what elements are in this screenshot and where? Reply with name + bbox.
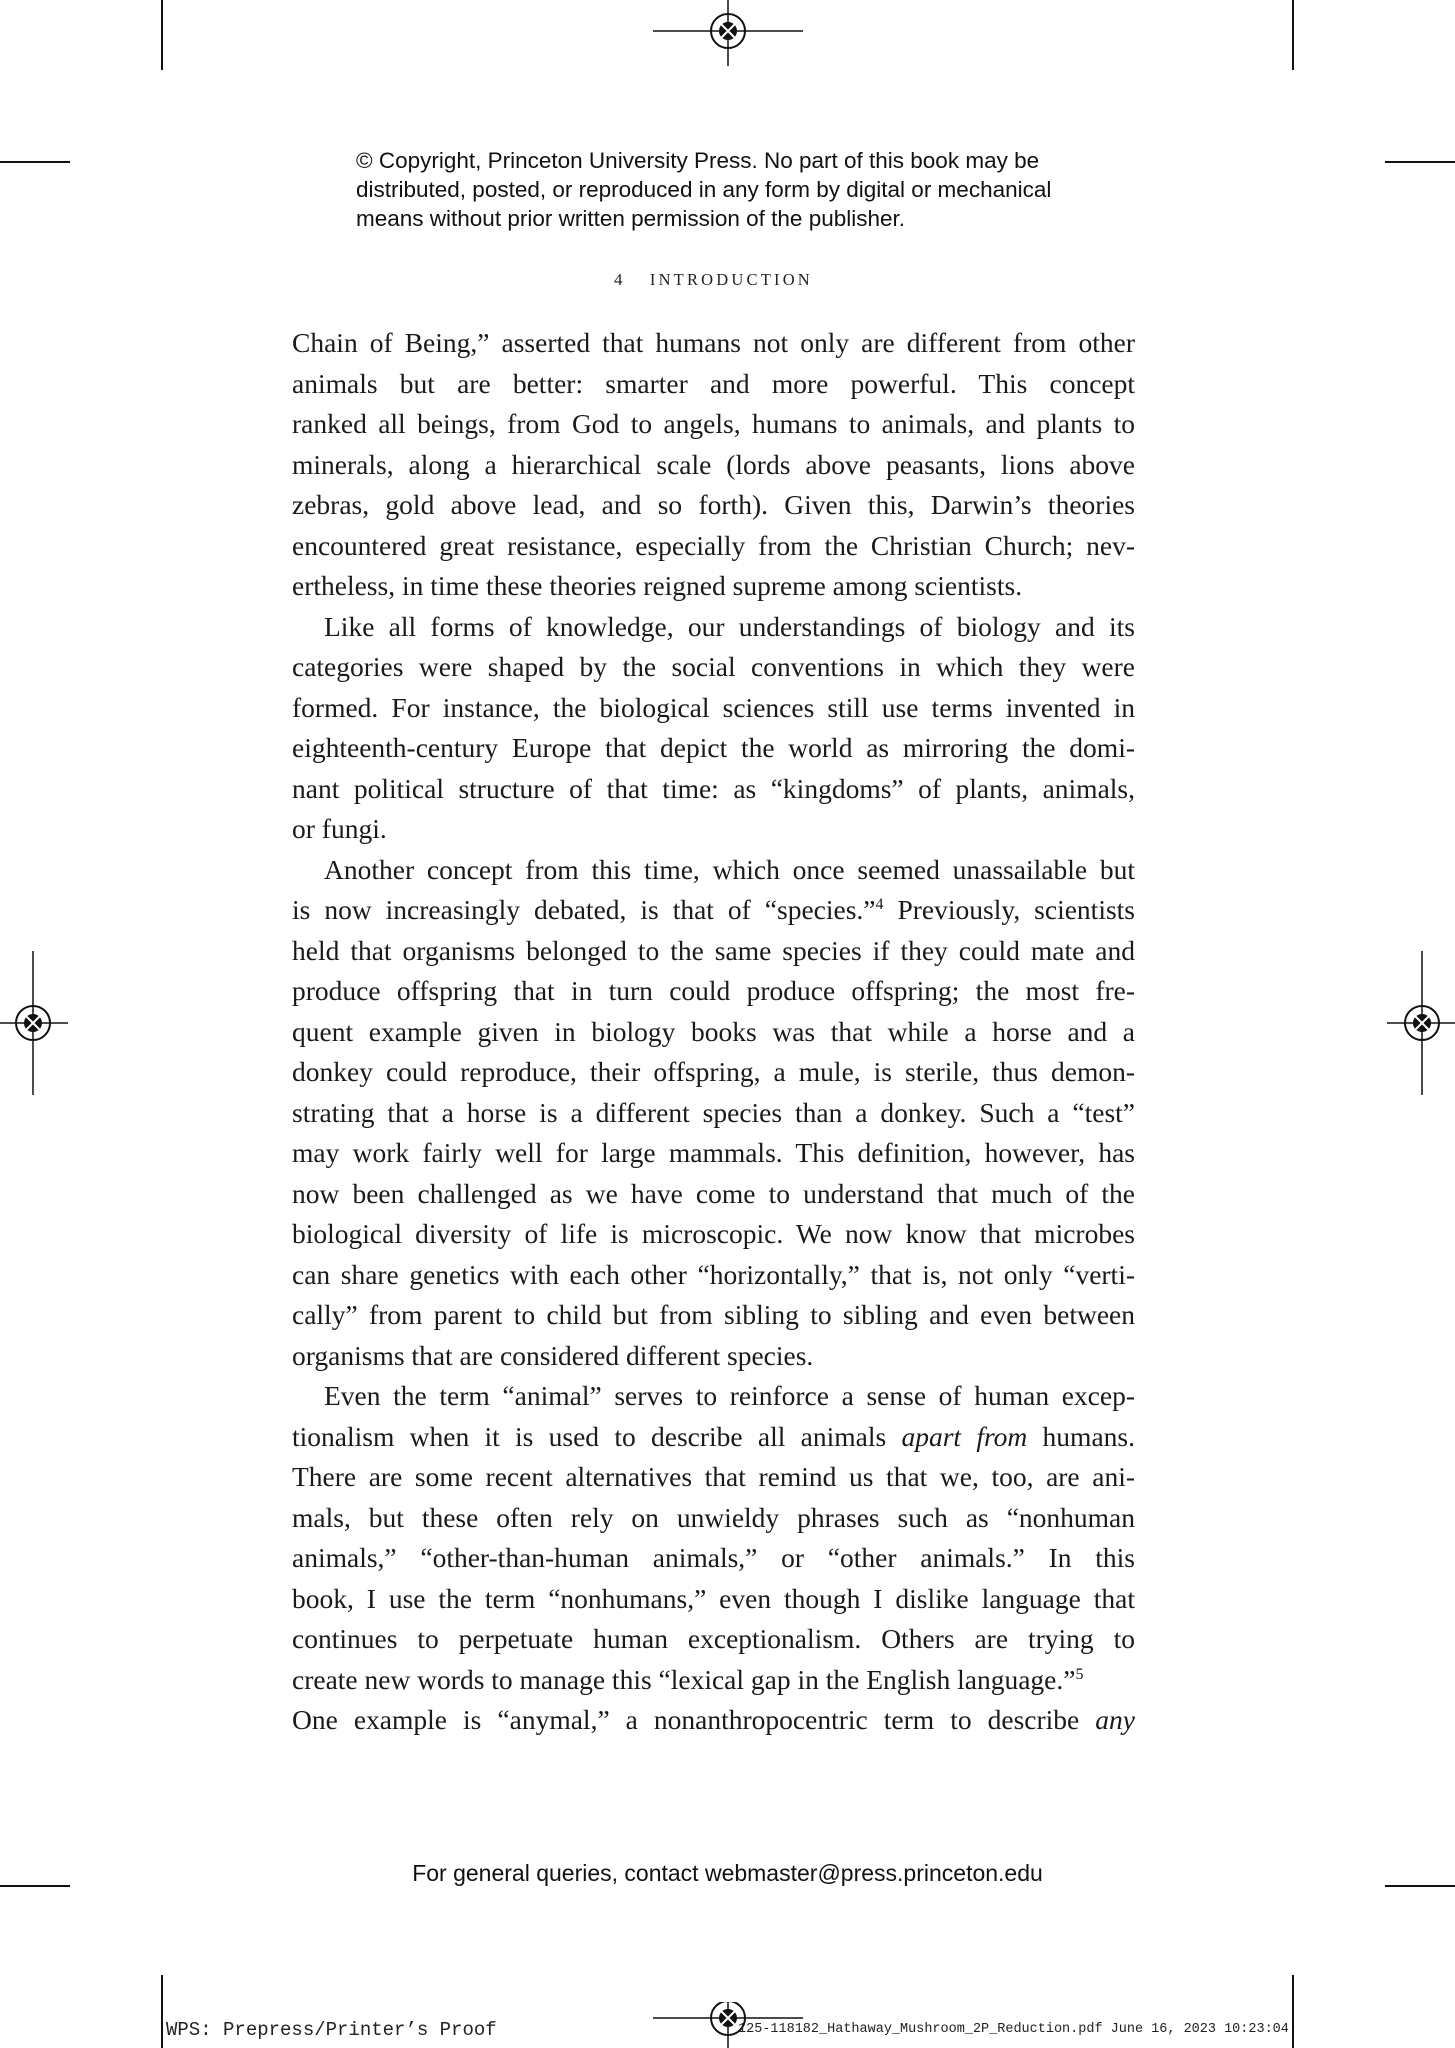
copyright-line: distributed, posted, or reproduced in any form by digital or mechanical [356, 177, 1052, 202]
page-number: 4 [614, 270, 623, 289]
text-segment: Previously, scientists [883, 894, 1136, 925]
text-line: continues to perpetuate human exceptionalism. Others are trying to [292, 1623, 1135, 1654]
emphasis-text: apart from [901, 1420, 1028, 1452]
text-line [292, 1660, 1135, 1701]
copyright-line: means without prior written permission of the publisher. [356, 206, 906, 231]
footer-contact: For general queries, contact webmaster@press.princeton.edu [412, 1860, 1043, 1886]
copyright-line: © Copyright, Princeton University Press. No part of this book may be [356, 148, 1040, 173]
text-segment: is now increasingly debated, is that of “species.” [292, 894, 876, 925]
text-line: book, I use the term “nonhumans,” even though I dislike language that [292, 1582, 1135, 1614]
text-line: cally” from parent to child but from sibling to sibling and even between [292, 1299, 1135, 1330]
text-line: nant political structure of that time: as “kingdoms” of plants, animals, [292, 772, 1135, 804]
proof-slug-label: WPS: Prepress/Printer’s Proof [166, 2019, 497, 2041]
text-line: encountered great resistance, especially from the Christian Church; nev- [292, 529, 1135, 561]
text-line: There are some recent alternatives that remind us that we, too, are ani- [292, 1461, 1135, 1492]
text-line: categories were shaped by the social conventions in which they were [292, 651, 1135, 682]
crop-mark-top-left [161, 0, 163, 70]
crop-mark-left-upper [0, 161, 70, 163]
footnote-reference[interactable]: 4 [875, 895, 884, 913]
text-line: donkey could reproduce, their offspring, a mule, is sterile, thus demon- [292, 1056, 1135, 1087]
text-line [292, 1700, 1135, 1741]
text-line: held that organisms belonged to the same species if they could mate and [292, 934, 1135, 966]
text-segment: tionalism when it is used to describe all animals [292, 1420, 902, 1452]
copyright-notice [356, 146, 1176, 233]
text-line: quent example given in biology books was that while a horse and a [292, 1015, 1135, 1047]
text-line: animals but are better: smarter and more powerful. This concept [292, 367, 1135, 399]
text-line: animals,” “other-than-human animals,” or “other animals.” In this [292, 1542, 1135, 1573]
text-segment: humans. [1027, 1420, 1135, 1452]
text-line [292, 890, 1135, 931]
text-line: Even the term “animal” serves to reinforce a sense of human excep- [324, 1380, 1135, 1411]
text-line: ertheless, in time these theories reigned supreme among scientists. [292, 570, 1023, 601]
text-line: now been challenged as we have come to understand that much of the [292, 1177, 1135, 1209]
crop-mark-right-upper [1385, 161, 1455, 163]
text-line: may work fairly well for large mammals. This definition, however, has [292, 1137, 1135, 1168]
text-line: or fungi. [292, 813, 387, 844]
registration-mark-top-icon [653, 0, 803, 66]
text-line: produce offspring that in turn could produce offspring; the most fre- [292, 975, 1135, 1006]
text-line: Chain of Being,” asserted that humans not only are different from other [292, 327, 1135, 358]
crop-mark-bottom-left [161, 1975, 163, 2048]
text-line: formed. For instance, the biological sciences still use terms invented in [292, 691, 1135, 723]
registration-mark-left-icon [0, 951, 68, 1095]
footnote-reference[interactable]: 5 [1075, 1665, 1084, 1683]
emphasis-text: any [1095, 1704, 1135, 1735]
text-line: can share genetics with each other “horizontally,” that is, not only “verti- [292, 1258, 1135, 1290]
chapter-title: INTRODUCTION [649, 270, 813, 289]
text-line: zebras, gold above lead, and so forth). Given this, Darwin’s theories [292, 489, 1135, 520]
text-line [292, 1417, 1135, 1458]
text-segment: One example is “anymal,” a nonanthropocentric term to describe [292, 1704, 1096, 1735]
text-line: minerals, along a hierarchical scale (lords above peasants, lions above [292, 448, 1135, 480]
text-line: organisms that are considered different species. [292, 1339, 814, 1371]
text-line: strating that a horse is a different species than a donkey. Such a “test” [292, 1096, 1135, 1128]
text-segment: create new words to manage this “lexical gap in the English language.” [292, 1663, 1076, 1695]
crop-mark-bottom-right [1292, 1975, 1294, 2048]
text-line: ranked all beings, from God to angels, humans to animals, and plants to [292, 408, 1135, 439]
text-line: Another concept from this time, which once seemed unassailable but [324, 853, 1135, 885]
registration-mark-right-icon [1387, 951, 1455, 1095]
proof-file-info: 125-118182_Hathaway_Mushroom_2P_Reduction.pdf June 16, 2023 10:23:04 [738, 2022, 1289, 2037]
text-line: mals, but these often rely on unwieldy phrases such as “nonhuman [292, 1501, 1135, 1533]
text-line: eighteenth-century Europe that depict the world as mirroring the domi- [292, 732, 1135, 763]
text-line: biological diversity of life is microscopic. We now know that microbes [292, 1218, 1135, 1249]
crop-mark-top-right [1292, 0, 1294, 70]
text-line: Like all forms of knowledge, our understandings of biology and its [324, 610, 1135, 642]
running-head [292, 270, 1135, 290]
body-text [292, 323, 1135, 1741]
